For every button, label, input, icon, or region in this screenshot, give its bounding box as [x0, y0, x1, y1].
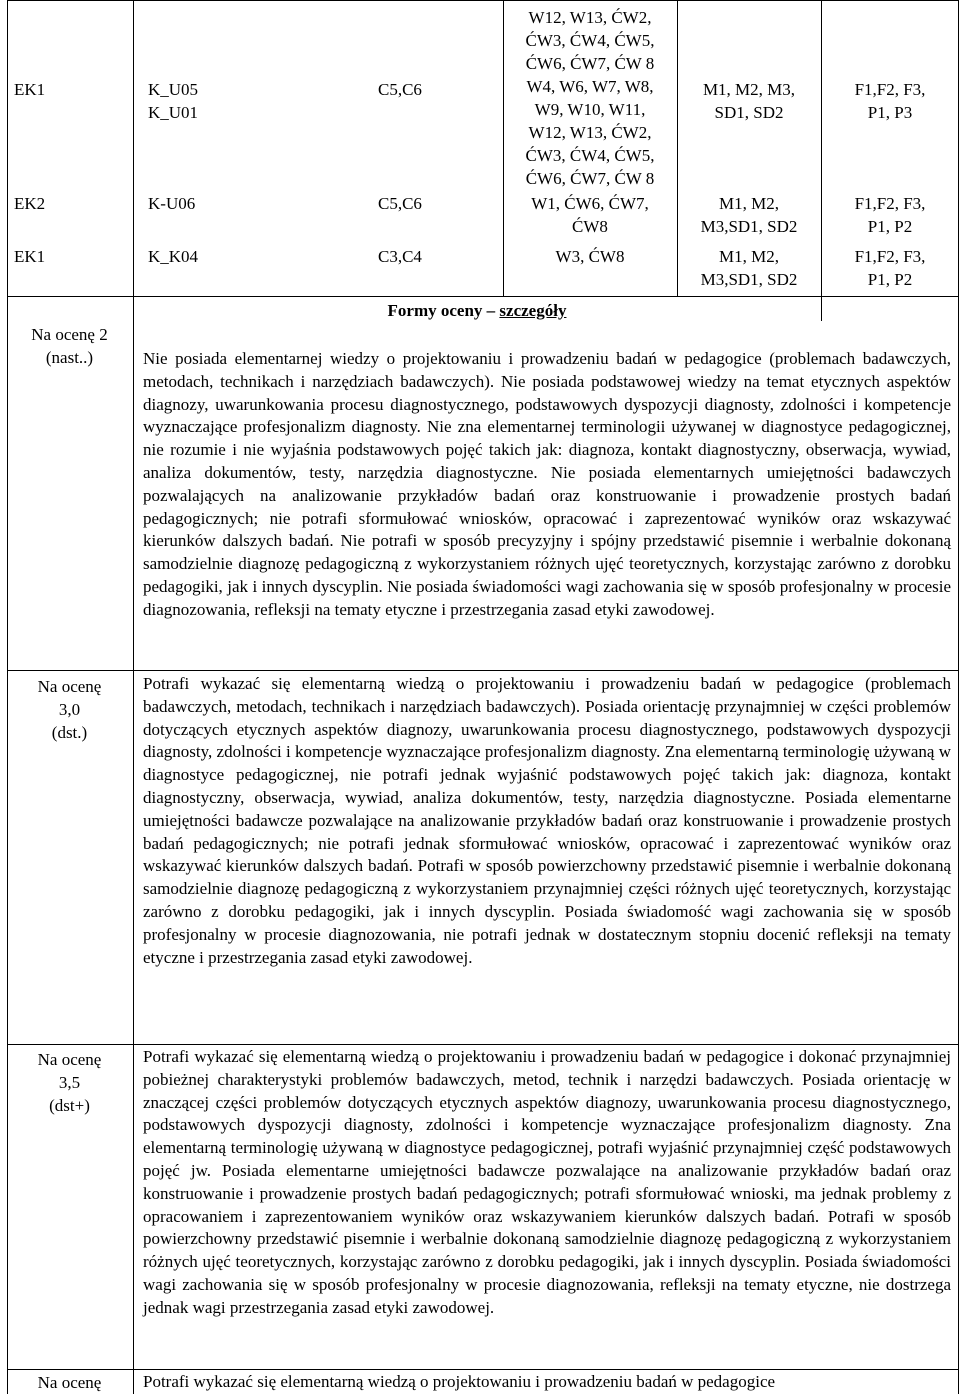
table-right-border	[958, 0, 959, 1394]
section-title-main: Formy oceny	[387, 301, 483, 320]
teaching-methods: M1, M2, M3,SD1, SD2	[700, 247, 798, 289]
teaching-methods: M1, M2, M3,SD1, SD2	[700, 194, 798, 236]
learning-outcome-code: K_K04	[148, 247, 199, 266]
grade-divider-3	[7, 1369, 959, 1370]
grade-description: Potrafi wykazać się elementarną wiedzą o projektowaniu i prowadzeniu badań w pedagogice i dokonać przynajmniej pobieżnej charakterystyki problemów badawczych, metod, technik i narzędzi badawczych. Posiada orientację w znaczącej części problemów dotyczących etycznych aspektów diagnozy, uwarunkowania procesu diagnostycznego, podstawowych dyspozycji diagnosty, zdolności i kompetencje wyznaczające profesjonalizm diagnosty. Zna elementarną terminologię używaną w diagnostyce pedagogicznej, potrafi wyjaśnić przynajmniej część podstawowych pojęć jw. Posiada elementarne umiejętności badawcze pozwalające na analizowanie przykładów badań oraz konstruowanie i prowadzenie prostych badań pedagogicznych; potrafi sformułować wnioski, ma jednak problemy z opracowaniem i zaprezentowaniem wyników oraz wskazywaniem kierunków dalszych badań. Potrafi w sposób powierzchowny przedstawić pisemnie i werbalnie dokonaną samodzielnie diagnozę pedagogiczną z wykorzystaniem różnych ujęć teoretycznych, korzystając zarówno z dorobku pedagogiki, jak i innych dyscyplin. Posiada świadomości wagi zachowania się w sposób profesjonalny w procesie diagnozowania, refleksji na tematy etyczne, nie dostrzega jednak wagi przestrzegania zasad etyki zawodowej.	[143, 1047, 951, 1317]
grade-label: Na ocenę 2 (nast..)	[31, 325, 108, 367]
classes-list: W12, W13, ĆW2, ĆW3, ĆW4, ĆW5, ĆW6, ĆW7, ĆW 8 W4, W6, W7, W8, W9, W10, W11, W12, W13, ĆW2, ĆW3, ĆW4, ĆW5, ĆW6, ĆW7, ĆW 8	[525, 8, 655, 188]
col-divider-1	[133, 0, 134, 1394]
section-title	[133, 300, 821, 322]
ek-label: EK1	[14, 247, 46, 266]
assessment-forms: F1,F2, F3, P1, P3	[854, 80, 926, 122]
assessment-forms: F1,F2, F3, P1, P2	[854, 194, 926, 236]
grade-description: Potrafi wykazać się elementarną wiedzą o projektowaniu i prowadzeniu badań w pedagogice	[143, 1372, 776, 1391]
table-section-border	[7, 296, 959, 297]
learning-outcome-code: K-U06	[148, 194, 196, 213]
course-goals: C5,C6	[378, 194, 422, 213]
ek-label: EK1	[14, 80, 46, 99]
grade-description: Nie posiada elementarnej wiedzy o projektowaniu i prowadzeniu badań w pedagogice (problemach badawczych, metodach, technikach i narzędziach badawczych). Nie posiada podstawowej wiedzy na temat etycznych aspektów diagnozy, uwarunkowania procesu diagnostycznego, podstawowych dyspozycji diagnosty, zdolności i kompetencje wyznaczające profesjonalizm diagnosty. Nie zna elementarnej terminologii używanej w diagnostyce pedagogicznej, nie rozumie i nie wyjaśnia podstawowych pojęć takich jak: diagnoza, kontakt diagnostyczny, obserwacja, wywiad, analiza dokumentów, testy, narzędzia diagnostyczne. Nie posiada elementarnych umiejętności badawczych pozwalających na analizowanie przykładów badań oraz konstruowanie i prowadzenie prostych badań pedagogicznych; nie potrafi sformułować wniosków, opracować i zaprezentować wyników oraz wskazywać kierunków dalszych badań. Nie potrafi w sposób precyzyjny i spójny przedstawić pisemnie i werbalnie dokonaną samodzielnie diagnozę pedagogiczną z wykorzystaniem różnych ujęć teoretycznych, korzystając zarówno z dorobku pedagogiki, jak i innych dyscyplin. Nie posiada świadomości wagi zachowania się w sposób profesjonalny w procesie diagnozowania, refleksji na tematy etyczne i przestrzegania zasad etyki zawodowej.	[143, 349, 951, 619]
teaching-methods: M1, M2, M3, SD1, SD2	[702, 80, 796, 122]
grade-label: Na ocenę 3,0 (dst.)	[37, 677, 102, 742]
grade-divider-2	[7, 1044, 959, 1045]
grade-label: Na ocenę	[37, 1373, 102, 1392]
section-title-sub: szczegóły	[499, 301, 567, 320]
grade-divider-1	[7, 670, 959, 671]
course-goals: C3,C4	[378, 247, 422, 266]
grade-description: Potrafi wykazać się elementarną wiedzą o projektowaniu i prowadzeniu badań w pedagogice (problemach badawczych, metodach, technikach i narzędziach badawczych). Posiada orientację przynajmniej w części problemów dotyczących etycznych aspektów diagnozy, uwarunkowania procesu diagnostycznego, podstawowych dyspozycji diagnosty, zdolności i kompetencje wyznaczające profesjonalizm diagnosty. Zna elementarną terminologię używaną w diagnostyce pedagogicznej, nie potrafi jednak wyjaśnić podstawowych pojęć takich jak: diagnoza, kontakt diagnostyczny, obserwacja, wywiad, analiza dokumentów, testy, narzędzia diagnostyczne. Posiada elementarne umiejętności badawcze pozwalające na analizowanie przykładów badań oraz konstruowanie i prowadzenie prostych badań pedagogicznych; nie potrafi jednak sformułować wniosków, opracować i zaprezentować wyników oraz wskazywać kierunków dalszych badań. Potrafi w sposób powierzchowny przedstawić pisemnie i werbalnie dokonaną samodzielnie diagnozę pedagogiczną z wykorzystaniem przynajmniej części różnych ujęć teoretycznych, korzystając zarówno z dorobku pedagogiki, jak i innych dyscyplin. Posiada świadomość wagi zachowania się w sposób profesjonalny w procesie diagnozowania, nie potrafi jednak w dostatecznym stopniu docenić refleksji na tematy etyczne i przestrzegania zasad etyki zawodowej.	[143, 674, 951, 967]
section-title-sep: –	[482, 301, 500, 320]
assessment-forms: F1,F2, F3, P1, P2	[854, 247, 926, 289]
course-goals: C5,C6	[378, 80, 422, 99]
learning-outcome-code: K_U05 K_U01	[148, 80, 199, 122]
classes-list: W1, ĆW6, ĆW7, ĆW8	[531, 194, 649, 236]
classes-list: W3, ĆW8	[555, 247, 625, 266]
grade-label: Na ocenę 3,5 (dst+)	[37, 1050, 102, 1115]
table-top-border	[7, 0, 959, 1]
ek-label: EK2	[14, 194, 46, 213]
